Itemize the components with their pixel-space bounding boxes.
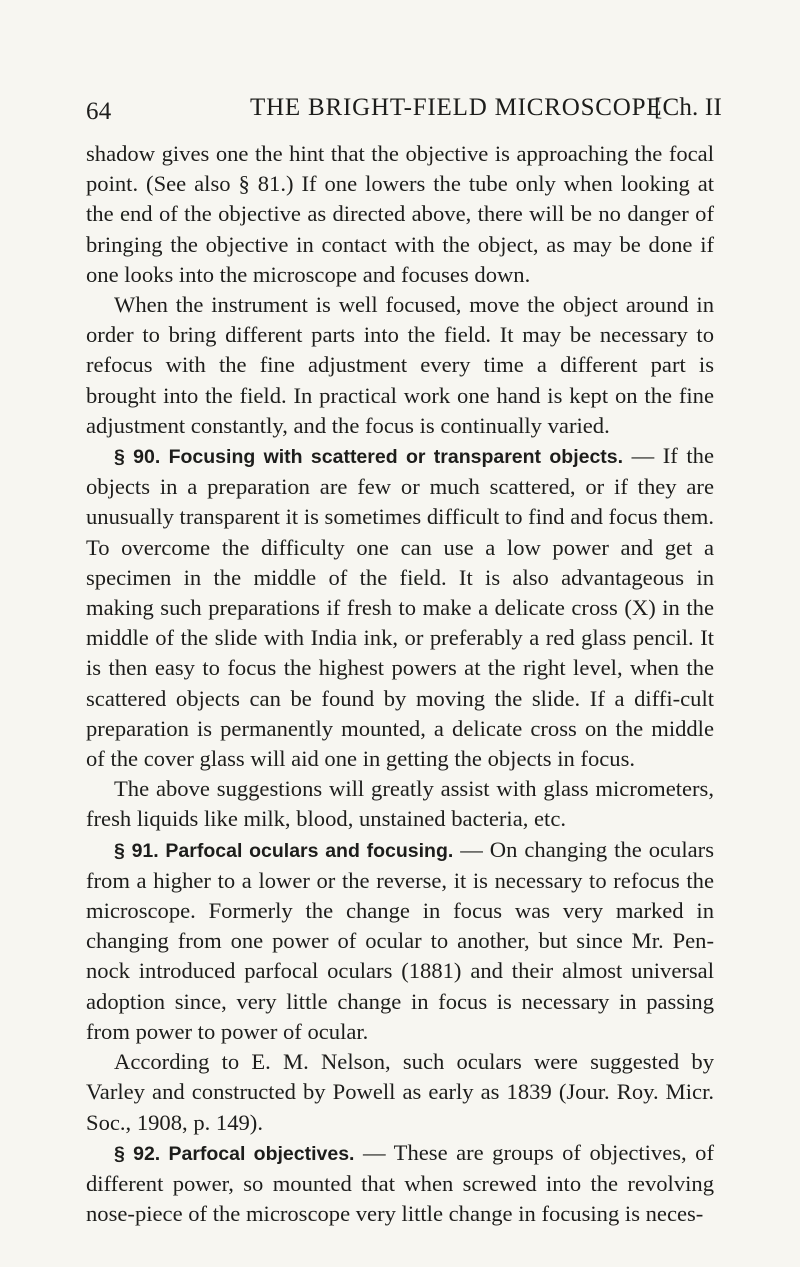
paragraph-continuation (86, 139, 714, 290)
paragraph-text: shadow gives one the hint that the objective is approaching the focal point. (See also § 81.) If one lowers the tube only when looking at the end of the objective as directed above, there will be no danger of bringing the objective in contact with the object, as may be done if one looks into the microscope and focuses down. (86, 141, 714, 287)
chapter-reference: [Ch. II (653, 94, 722, 121)
body-text (86, 139, 714, 1229)
section-91 (86, 835, 714, 1047)
paragraph-nelson (86, 1047, 714, 1138)
running-title: THE BRIGHT-FIELD MICROSCOPE (250, 94, 663, 121)
section-90 (86, 441, 714, 774)
paragraph-refocus (86, 290, 714, 441)
paragraph-text: According to E. M. Nelson, such oculars were suggested by Varley and constructed by Powell as early as 1839 (Jour. Roy. Micr. Soc., 1908, p. 149). (86, 1049, 714, 1135)
section-heading: § 92. Parfocal objectives. (114, 1142, 355, 1165)
paragraph-text: The above suggestions will greatly assist with glass micrometers, fresh liquids like milk, blood, unstained bacteria, etc. (86, 776, 714, 832)
paragraph-text: When the instrument is well focused, move the object around in order to bring different parts into the field. It may be necessary to refocus with the fine adjustment every time a different part is brought into the field. In practical work one hand is kept on the fine adjustment constantly, and the focus is continually varied. (86, 292, 714, 438)
section-heading: § 90. Focusing with scattered or transparent objects. (114, 446, 624, 469)
paragraph-suggestions (86, 774, 714, 834)
section-heading: § 91. Parfocal oculars and focusing. (114, 839, 454, 862)
paragraph-text: — If the objects in a preparation are few or much scattered, or if they are unusually transparent it is sometimes difficult to find and focus them. To overcome the difficulty one can use a low power and get a specimen in the middle of the field. It is also advantageous in making such preparations if fresh to make a delicate cross (X) in the middle of the slide with India ink, or preferably a red glass pencil. It is then easy to focus the highest powers at the right level, when the scattered objects can be found by moving the slide. If a diffi-cult preparation is permanently mounted, a delicate cross on the middle of the cover glass will aid one in getting the objects in focus. (86, 443, 714, 772)
running-head (86, 94, 722, 128)
paragraph-text: — On changing the oculars from a higher to a lower or the reverse, it is necessary to refocus the microscope. Formerly the change in focus was very marked in changing from one power of ocular to another, but since Mr. Pen-nock introduced parfocal oculars (1881) and their almost universal adoption since, very little change in focus is necessary in passing from power to power of ocular. (86, 836, 714, 1044)
paragraph-text: — These are groups of objectives, of different power, so mounted that when screwed into the revolving nose-piece of the microscope very little change in focusing is neces- (86, 1139, 715, 1227)
page-number: 64 (86, 98, 112, 125)
section-92 (86, 1138, 714, 1230)
